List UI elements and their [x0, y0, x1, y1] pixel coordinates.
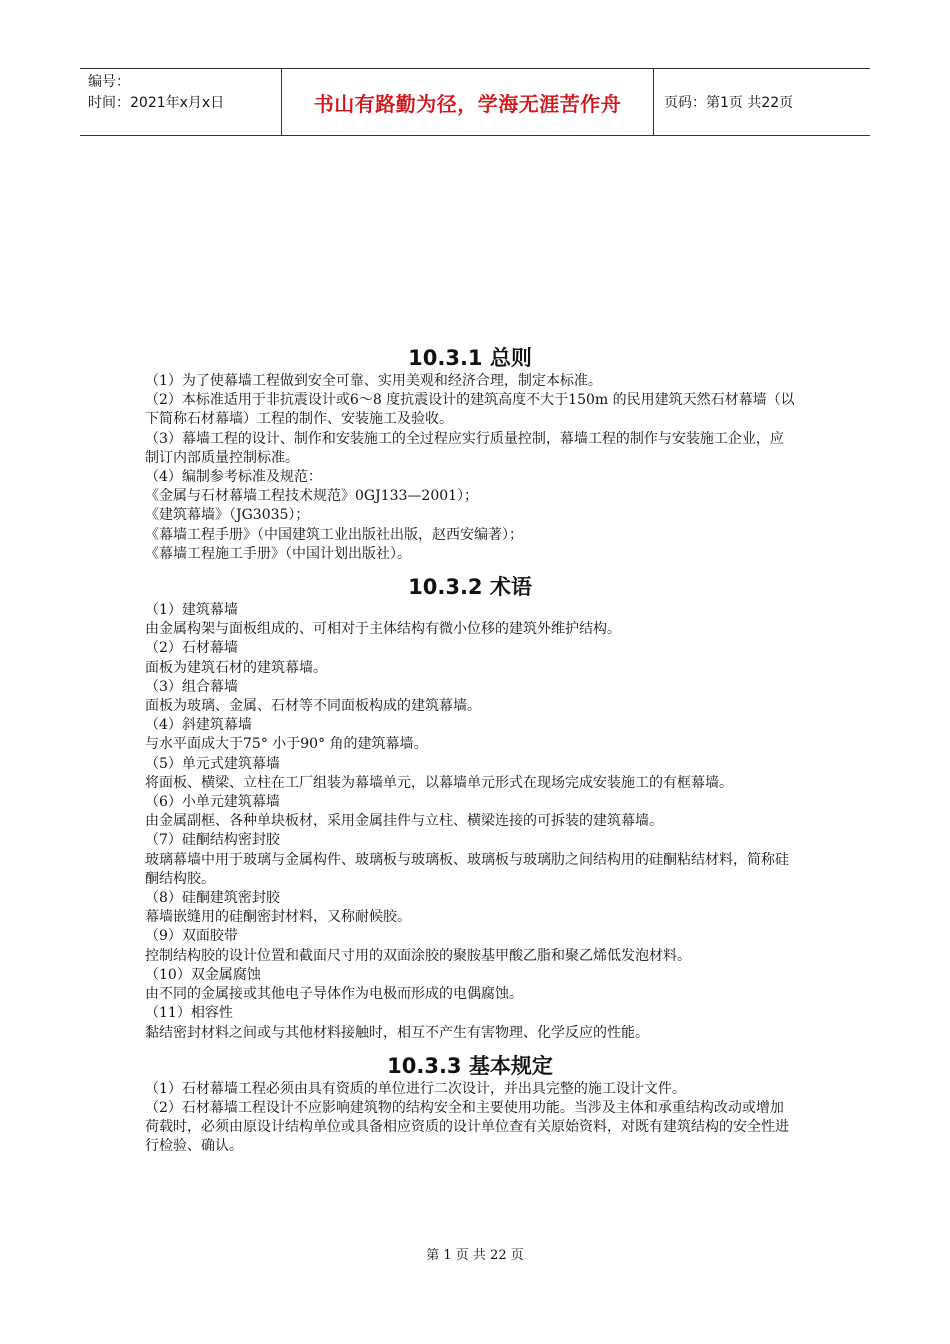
document-code-label: 编号：	[88, 74, 130, 90]
section-title: 10.3.1 总则	[408, 346, 532, 370]
paragraph: （4）斜建筑幕墙	[145, 717, 252, 734]
section-gap	[145, 1043, 795, 1052]
document-body	[145, 344, 795, 1157]
paragraph: 由金属副框、各种单块板材，采用金属挂件与立柱、横梁连接的可拆装的建筑幕墙。	[145, 813, 663, 830]
paragraph: （7）硅酮结构密封胶	[145, 832, 280, 849]
section-title: 10.3.3 基本规定	[387, 1053, 553, 1078]
paragraph: 《幕墙工程施工手册》（中国计划出版社）。	[145, 545, 411, 562]
paragraph: 控制结构胶的设计位置和截面尺寸用的双面涂胶的聚胺基甲酸乙脂和聚乙烯低发泡材料。	[145, 947, 691, 964]
paragraph: 《建筑幕墙》（JG3035）；	[145, 507, 310, 524]
paragraph: （2）本标准适用于非抗震设计或6～8 度抗震设计的建筑高度不大于150m 的民用建筑天然石材幕墙（以下简称石材幕墙）工程的制作、安装施工及验收。	[145, 392, 795, 428]
paragraph: 《幕墙工程手册》（中国建筑工业出版社出版，赵西安编著）；	[145, 526, 523, 543]
section-gap	[145, 564, 795, 573]
paragraph: （5）单元式建筑幕墙	[145, 755, 280, 772]
paragraph: （2）石材幕墙工程设计不应影响建筑物的结构安全和主要使用功能。当涉及主体和承重结构改动或增加荷载时，必须由原设计结构单位或具备相应资质的设计单位查有关原始资料，对既有建筑结构的安全性进行检验、确认。	[145, 1099, 789, 1155]
paragraph: （11）相容性	[145, 1005, 233, 1022]
header-meta	[80, 69, 282, 135]
paragraph: （3）幕墙工程的设计、制作和安装施工的全过程应实行质量控制，幕墙工程的制作与安装施工企业，应制订内部质量控制标准。	[145, 430, 784, 466]
paragraph: （4）编制参考标准及规范：	[145, 469, 322, 486]
header-motto: 书山有路勤为径，学海无涯苦作舟	[313, 91, 622, 116]
paragraph: 将面板、横梁、立柱在工厂组装为幕墙单元，以幕墙单元形式在现场完成安装施工的有框幕墙。	[145, 774, 733, 791]
header-page-cell	[654, 69, 870, 135]
section-title: 10.3.2 术语	[408, 575, 532, 600]
page-footer: 第 1 页 共 22 页	[426, 1248, 524, 1263]
header-page-info: 页码：第1页 共22页	[664, 95, 794, 111]
paragraph: 与水平面成大于75° 小于90° 角的建筑幕墙。	[145, 736, 428, 753]
paragraph: （1）石材幕墙工程必须由具有资质的单位进行二次设计，并出具完整的施工设计文件。	[145, 1080, 686, 1097]
paragraph: （9）双面胶带	[145, 928, 238, 945]
paragraph: 由金属构架与面板组成的、可相对于主体结构有微小位移的建筑外维护结构。	[145, 621, 621, 638]
paragraph: （1）为了使幕墙工程做到安全可靠、实用美观和经济合理，制定本标准。	[145, 373, 602, 389]
document-time-label: 时间：2021年x月x日	[88, 95, 225, 111]
document-header	[80, 68, 870, 136]
paragraph: 《金属与石材幕墙工程技术规范》0GJ133—2001）；	[145, 488, 479, 505]
header-motto-cell	[282, 69, 654, 135]
paragraph: （1）建筑幕墙	[145, 602, 238, 619]
paragraph: 由不同的金属接或其他电子导体作为电极而形成的电偶腐蚀。	[145, 986, 523, 1003]
paragraph: （3）组合幕墙	[145, 678, 238, 695]
paragraph: 面板为建筑石材的建筑幕墙。	[145, 659, 327, 676]
paragraph: （8）硅酮建筑密封胶	[145, 890, 280, 907]
paragraph: （10）双金属腐蚀	[145, 966, 261, 983]
paragraph: 玻璃幕墙中用于玻璃与金属构件、玻璃板与玻璃板、玻璃板与玻璃肋之间结构用的硅酮粘结材料，简称硅酮结构胶。	[145, 851, 789, 887]
paragraph: 面板为玻璃、金属、石材等不同面板构成的建筑幕墙。	[145, 698, 481, 715]
paragraph: （6）小单元建筑幕墙	[145, 794, 280, 811]
paragraph: 幕墙嵌缝用的硅酮密封材料，又称耐候胶。	[145, 909, 411, 926]
paragraph: 黏结密封材料之间或与其他材料接触时，相互不产生有害物理、化学反应的性能。	[145, 1024, 649, 1041]
paragraph: （2）石材幕墙	[145, 640, 238, 657]
